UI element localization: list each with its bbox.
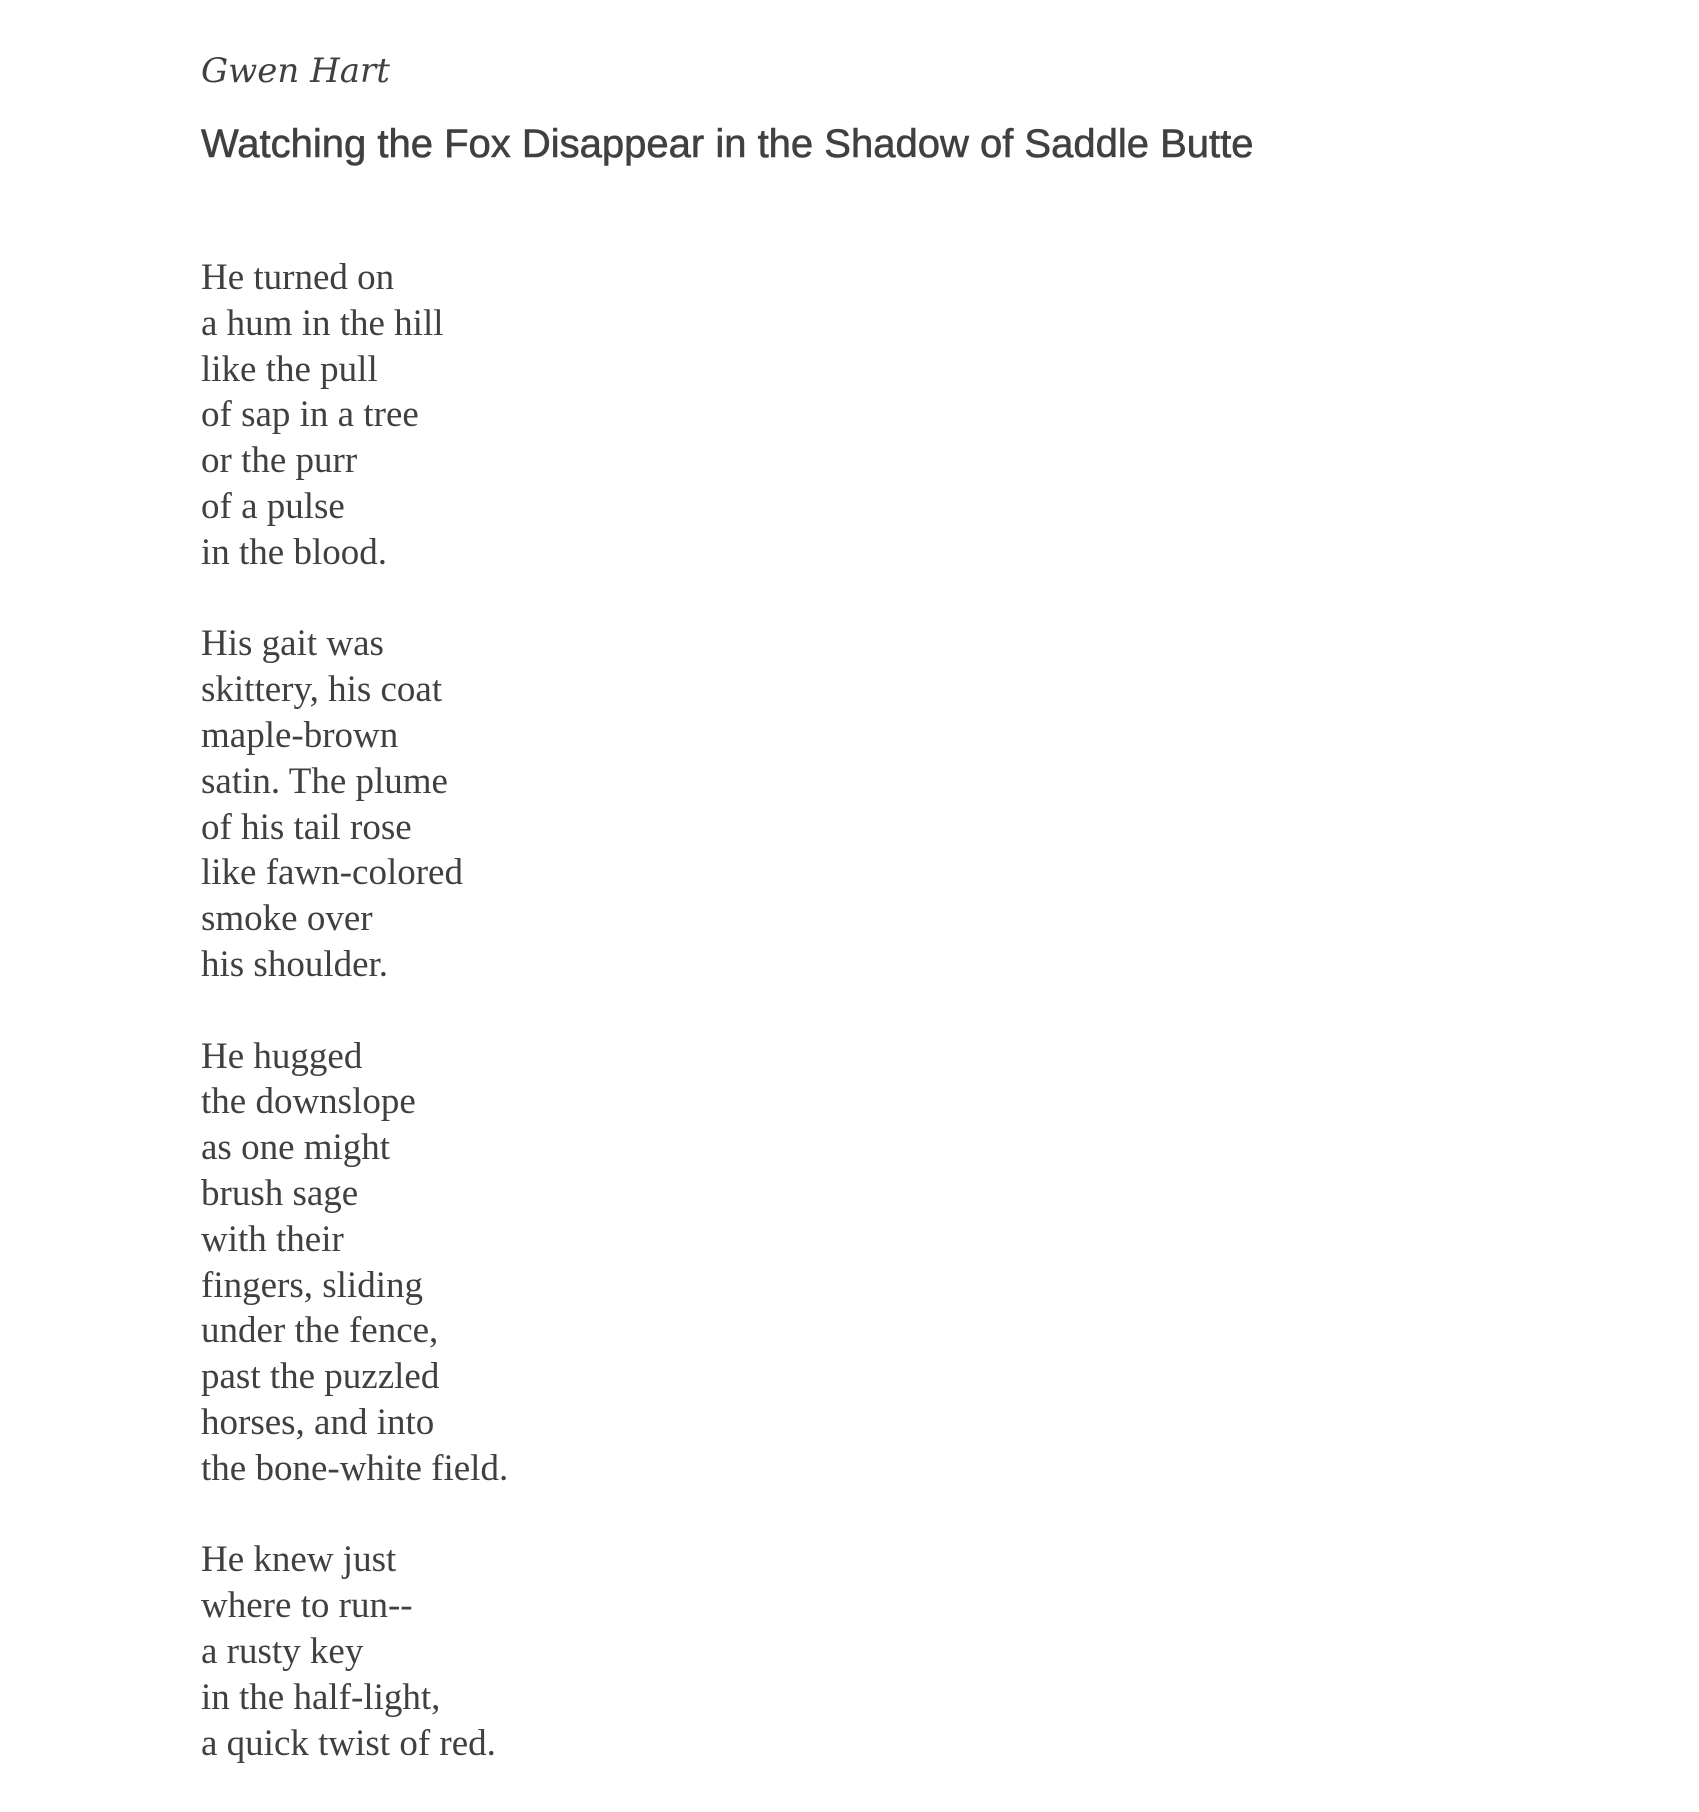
author-name: Gwen Hart [201, 51, 390, 91]
poem-line: fingers, sliding [201, 1264, 423, 1306]
poem-line: a rusty key [201, 1630, 364, 1672]
poem-line: like the pull [201, 348, 378, 390]
poem-line: smoke over [201, 898, 373, 940]
poem-line: of sap in a tree [201, 394, 419, 436]
poem-line: with their [201, 1218, 344, 1260]
poem-line: or the purr [201, 440, 358, 482]
poem-line: skittery, his coat [201, 669, 443, 711]
poem-line: He knew just [201, 1539, 397, 1581]
stanza-3 [201, 1034, 508, 1492]
poem-line: like fawn-colored [201, 852, 463, 894]
poem-line: his shoulder. [201, 943, 389, 985]
poem-line: under the fence, [201, 1310, 439, 1352]
poem-line: He hugged [201, 1035, 363, 1077]
poem-line: maple-brown [201, 714, 399, 756]
stanza-2 [201, 621, 508, 987]
poem-line: in the half-light, [201, 1676, 441, 1718]
poem-line: the bone-white field. [201, 1447, 509, 1489]
poem-line: of his tail rose [201, 806, 412, 848]
poem-line: He turned on [201, 257, 395, 298]
poem-line: the downslope [201, 1081, 416, 1123]
poem-line: horses, and into [201, 1401, 435, 1443]
poem-line: past the puzzled [201, 1356, 440, 1398]
poem-line: of a pulse [201, 485, 345, 527]
stanza-1 [201, 255, 508, 576]
poem-line: a hum in the hill [201, 302, 444, 344]
poem-line: where to run-- [201, 1585, 413, 1627]
poem-line: His gait was [201, 623, 384, 665]
poem-line: brush sage [201, 1172, 359, 1214]
poem-line: in the blood. [201, 531, 388, 573]
poem-title: Watching the Fox Disappear in the Shadow of Saddle Butte [201, 122, 1254, 166]
stanza-4 [201, 1537, 508, 1766]
poem-line: satin. The plume [201, 760, 448, 802]
poem-body [201, 255, 508, 1812]
poem-line: a quick twist of red. [201, 1722, 496, 1764]
poem-line: as one might [201, 1127, 391, 1169]
